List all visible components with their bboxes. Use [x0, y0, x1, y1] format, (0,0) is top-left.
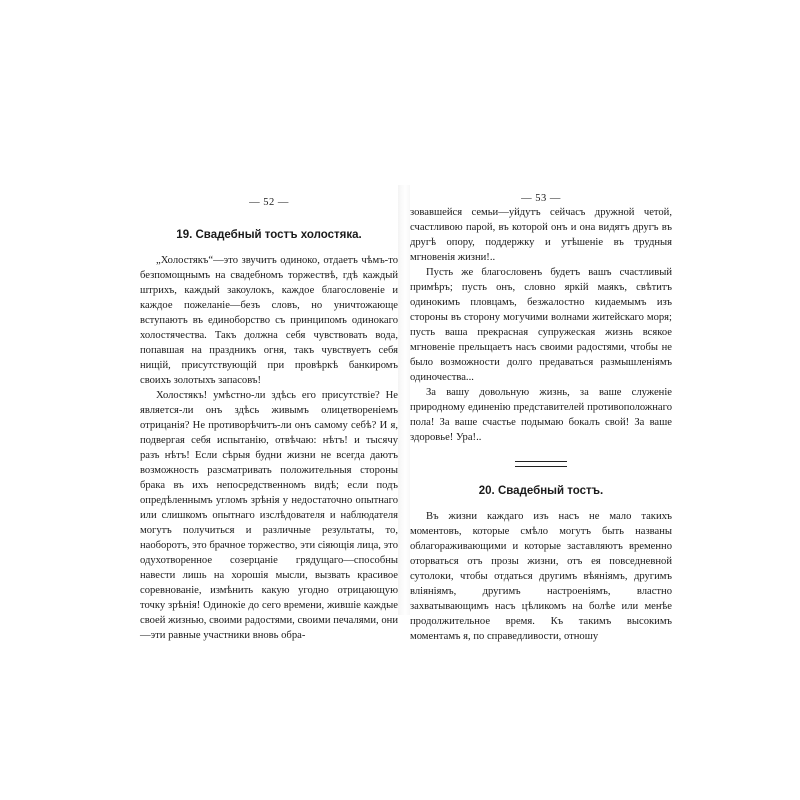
paragraph: Въ жизни каждаго изъ насъ не мало такихъ моментовъ, которые смѣло могутъ быть названы облагораживающими и которые заставляютъ временно оторваться отъ прозы жизни, отъ ея повседневной сутолоки, чтобы отдаться другимъ вѣяніямъ, другимъ вліяніямъ, другимъ настроеніямъ, властно захватывающимъ насъ цѣликомъ на болѣе или менѣе продолжительное время. Къ такимъ высокимъ моментамъ я, по справедливости, отношу: [410, 511, 672, 642]
paragraph: зовавшейся семьи—уйдутъ сейчасъ дружной четой, счастливою парой, въ которой онъ и она видятъ другъ въ другѣ опору, поддержку и утѣшеніе въ трудныя мгновенія жизни!..: [410, 207, 672, 263]
section-heading-20: 20. Свадебный тостъ.: [478, 485, 604, 497]
section-heading-19: 19. Свадебный тостъ холостяка.: [176, 229, 362, 241]
right-page: [410, 185, 672, 642]
section-divider: [515, 461, 567, 467]
paragraph: Пусть же благословенъ будетъ вашъ счастливый примѣръ; пусть онъ, словно яркій маякъ, свѣтитъ одинокимъ пловцамъ, безжалостно кидаемымъ изъ стороны въ сторону могучими волнами житейскаго моря; пусть ваша прекрасная супружеская жизнь всякое мгновеніе прельщаетъ насъ своими радостями, чтобы не было возможности долго предаваться размышленіямъ одиночества...: [410, 267, 672, 383]
page-number-right: — 53 —: [521, 193, 561, 204]
paragraph: „Холостякъ“—это звучитъ одиноко, отдаетъ чѣмъ-то безпомощнымъ на свадебномъ торжествѣ, гдѣ каждый штрихъ, каждый закоулокъ, каждое благословеніе и каждое пожеланіе—безъ словъ, но уничтожающе вступаютъ въ единоборство съ принципомъ одинокаго холостячества. Такъ должна себя чувствовать вода, попавшая на праздникъ огня, такъ чувствуетъ себя нищій, присутствующій при провѣркѣ банкиромъ своихъ золотыхъ запасовъ!: [140, 255, 398, 386]
paragraph: Холостякъ! умѣстно-ли здѣсь его присутствіе? Не является-ли онъ здѣсь живымъ олицетвореніемъ отрицанія? Не противорѣчитъ-ли онъ самому себѣ? И я, подвергая себя испытанію, отвѣчаю: нѣтъ! и тысячу разъ нѣтъ! Если сѣрыя будни жизни не всегда даютъ возможность разсматривать положительныя стороны брака въ ихъ непосредственномъ видѣ; если подъ опредѣленнымъ угломъ зрѣнія у недостаточно опытнаго или слишкомъ опытнаго изслѣдователя и наблюдателя могутъ получиться и различные результаты, то, наоборотъ, это брачное торжество, эти сіяющія лица, это одухотворенное созерцаніе грядущаго—способны навести лишь на хорошія мысли, вызвать красивое соревнованіе, измѣнить какую угодно отрицающую точку зрѣнія! Одинокіе до сего времени, жившіе каждые своей жизнью, своими радостями, своими печалями, они—эти равные участники вновь обра-: [140, 390, 398, 641]
page-number-left: — 52 —: [249, 197, 289, 208]
left-page: [140, 185, 398, 641]
book-gutter: [398, 185, 410, 615]
paragraph: За вашу довольную жизнь, за ваше служеніе природному единенію представителей противоположнаго пола! За ваше счастье подымаю бокалъ свой! За ваше здоровье! Ура!..: [410, 387, 672, 443]
